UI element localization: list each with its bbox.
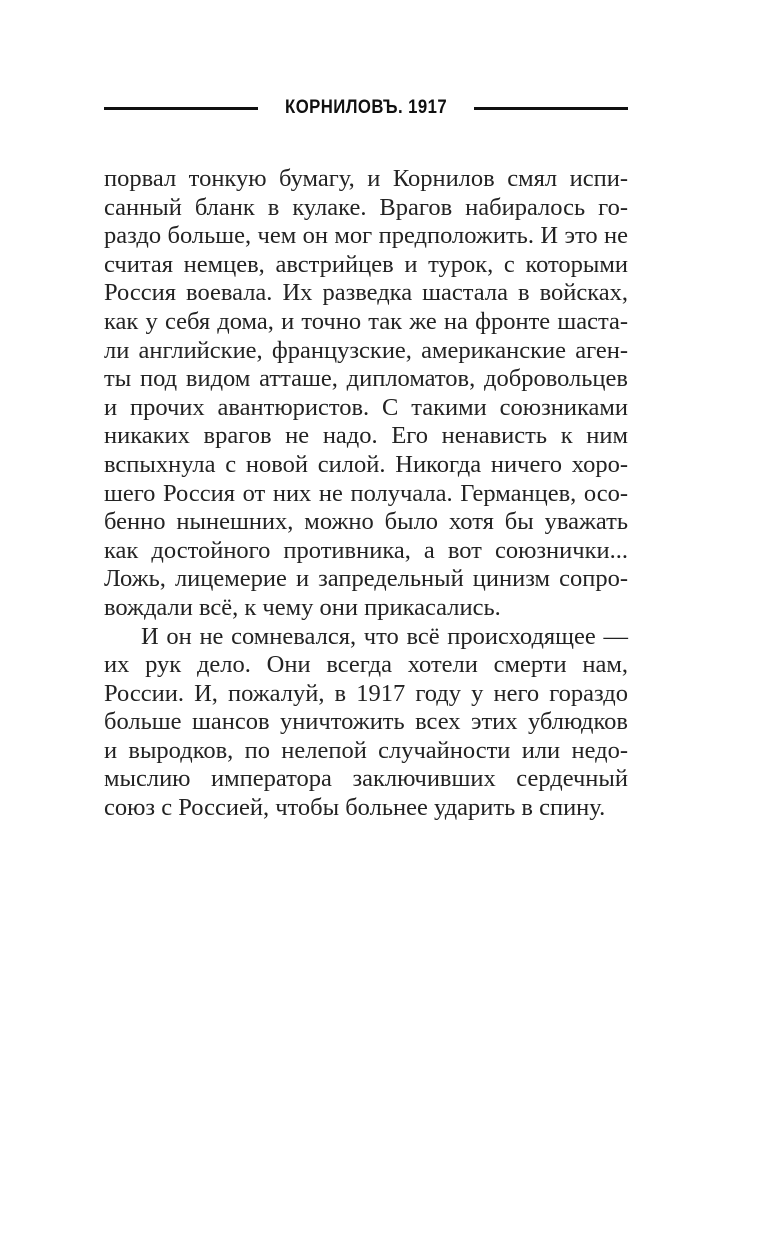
text-line: никаких врагов не надо. Его ненависть к ним [104, 422, 628, 450]
text-line: России. И, пожалуй, в 1917 году у него гораздо [104, 679, 628, 707]
header-rule-right [474, 107, 628, 110]
text-line: Ложь, лицемерие и запредельный цинизм сопро- [104, 565, 628, 593]
text-line: их рук дело. Они всегда хотели смерти нам, [104, 651, 628, 679]
text-line: шего Россия от них не получала. Германцев, осо- [104, 479, 628, 507]
text-line: считая немцев, австрийцев и турок, с которыми [104, 250, 628, 278]
text-line: мыслию императора заключивших сердечный [104, 765, 628, 793]
text-line: раздо больше, чем он мог предположить. И это не [104, 222, 628, 250]
text-line: больше шансов уничтожить всех этих ублюдков [104, 708, 628, 736]
text-line: ли английские, французские, американские аген- [104, 336, 628, 364]
text-line: санный бланк в кулаке. Врагов набиралось го- [104, 193, 628, 221]
text-line: союз с Россией, чтобы больнее ударить в спину. [104, 794, 606, 822]
page-text [104, 165, 628, 823]
text-line: ты под видом атташе, дипломатов, добровольцев [104, 365, 628, 393]
text-line: порвал тонкую бумагу, и Корнилов смял испи- [104, 165, 628, 192]
running-title: КОРНИЛОВЪ. 1917 [284, 97, 448, 118]
text-line: и прочих авантюристов. С такими союзниками [104, 393, 628, 421]
text-line: И он не сомневался, что всё происходящее — [141, 622, 628, 650]
header-rule-left [104, 107, 258, 110]
paragraph [104, 623, 628, 823]
running-header [104, 96, 628, 120]
text-line: как у себя дома, и точно так же на фронте шаста- [104, 307, 628, 335]
text-line: бенно нынешних, можно было хотя бы уважать [104, 508, 628, 536]
text-line: вспыхнула с новой силой. Никогда ничего хоро- [104, 450, 628, 478]
text-line: и выродков, по нелепой случайности или недо- [104, 736, 628, 764]
text-line: Россия воевала. Их разведка шастала в войсках, [104, 279, 628, 307]
text-line: как достойного противника, а вот союзнички... [104, 536, 628, 564]
paragraph [104, 165, 628, 623]
text-line: вождали всё, к чему они прикасались. [104, 593, 501, 621]
